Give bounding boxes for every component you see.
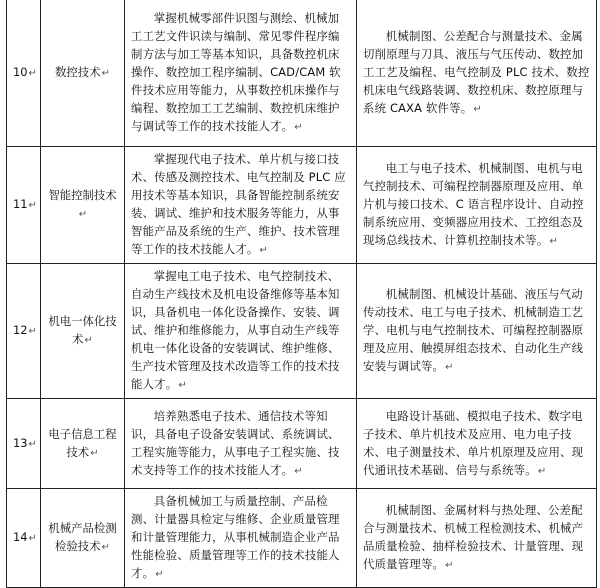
- training-goal: 具备机械加工与质量控制、产品检测、计量器具检定与维修、企业质量管理和计量管理能力，从事机械制造企业产品性能检验、质量管理等工作的技术技能人才。↵: [125, 489, 357, 588]
- cell-end-mark: ↵: [473, 103, 482, 115]
- program-name: 智能控制技术↵: [41, 147, 125, 264]
- cell-end-mark: ↵: [294, 465, 303, 477]
- table-row: [7, 399, 597, 489]
- row-number: 10↵: [7, 0, 41, 147]
- table-row: [7, 0, 597, 147]
- cell-end-mark: ↵: [101, 67, 110, 79]
- cell-end-mark: ↵: [78, 209, 88, 220]
- cell-end-mark: ↵: [84, 335, 93, 346]
- cell-end-mark: ↵: [259, 245, 269, 256]
- row-number: 12↵: [7, 264, 41, 399]
- program-name: 机电一体化技术↵: [41, 264, 125, 399]
- core-courses: 电工与电子技术、机械制图、电机与电气控制技术、可编程控制器原理及应用、单片机与接口技术、C 语言程序设计、自动控制系统应用、变频器应用技术、工控组态及现场总线技术、计算机控制技术等。↵: [357, 147, 597, 264]
- cell-end-mark: ↵: [90, 447, 99, 459]
- cell-end-mark: ↵: [28, 67, 37, 79]
- cell-end-mark: ↵: [28, 326, 37, 337]
- training-goal: 培养熟悉电子技术、通信技术等知识，具备电子设备安装调试、系统调试、工程实施等能力，从事电子工程实施、技术支持等工作的技术技能人才。↵: [125, 399, 357, 489]
- cell-end-mark: ↵: [549, 236, 559, 247]
- cell-end-mark: ↵: [101, 542, 110, 553]
- cell-end-mark: ↵: [445, 560, 454, 571]
- program-name: 数控技术↵: [41, 0, 125, 147]
- curriculum-table: [6, 0, 597, 588]
- program-name: 机械产品检测检验技术↵: [41, 489, 125, 588]
- training-goal: 掌握电工电子技术、电气控制技术、自动生产线技术及机电设备维修等基本知识，具备机电一体化设备操作、安装、调试、维护和维修能力，从事自动生产线等机电一体化设备的安装调试、维护维修、生产技术管理及技术改造等工作的技术技能人才。↵: [125, 264, 357, 399]
- core-courses: 电路设计基础、模拟电子技术、数字电子技术、单片机技术及应用、电力电子技术、电子测量技术、单片机原理及应用、现代通讯技术基础、信号与系统等。↵: [357, 399, 597, 489]
- table-row: [7, 147, 597, 264]
- row-number: 14↵: [7, 489, 41, 588]
- cell-end-mark: ↵: [445, 362, 454, 373]
- cell-end-mark: ↵: [537, 465, 547, 477]
- cell-end-mark: ↵: [28, 438, 37, 450]
- cell-end-mark: ↵: [178, 380, 187, 391]
- core-courses: 机械制图、公差配合与测量技术、金属切削原理与刀具、液压与气压传动、数控加工工艺及编程、电气控制及 PLC 技术、数控机床电气线路装调、数控机床、数控原理与系统 CAXA 软件等。↵: [357, 0, 597, 147]
- core-courses: 机械制图、金属材料与热处理、公差配合与测量技术、机械工程检测技术、机械产品质量检验、抽样检验技术、计量管理、现代质量管理等。↵: [357, 489, 597, 588]
- row-number: 13↵: [7, 399, 41, 489]
- cell-end-mark: ↵: [294, 121, 303, 133]
- table-row: [7, 489, 597, 588]
- cell-end-mark: ↵: [155, 569, 164, 580]
- program-name: 电子信息工程技术↵: [41, 399, 125, 489]
- training-goal: 掌握机械零部件识图与测绘、机械加工工艺文件识读与编制、常见零件程序编制方法与加工等基本知识，具备数控机床操作、数控加工程序编制、CAD/CAM 软件技术应用等能力，从事数控机床操作与编程、数控加工工艺编制、数控机床维护与调试等工作的技术技能人才。↵: [125, 0, 357, 147]
- row-number: 11↵: [7, 147, 41, 264]
- core-courses: 机械制图、机械设计基础、液压与气动传动技术、电工与电子技术、机械制造工艺学、电机与电气控制技术、可编程控制器原理及应用、触摸屏组态技术、自动化生产线安装与调试等。↵: [357, 264, 597, 399]
- cell-end-mark: ↵: [28, 200, 37, 211]
- table-row: [7, 264, 597, 399]
- cell-end-mark: ↵: [28, 533, 37, 544]
- training-goal: 掌握现代电子技术、单片机与接口技术、传感及测控技术、电气控制及 PLC 应用技术等基本知识，具备智能控制系统安装、调试、维护和技术服务等能力，从事智能产品及系统的生产、维护、技术管理等工作的技术技能人才。↵: [125, 147, 357, 264]
